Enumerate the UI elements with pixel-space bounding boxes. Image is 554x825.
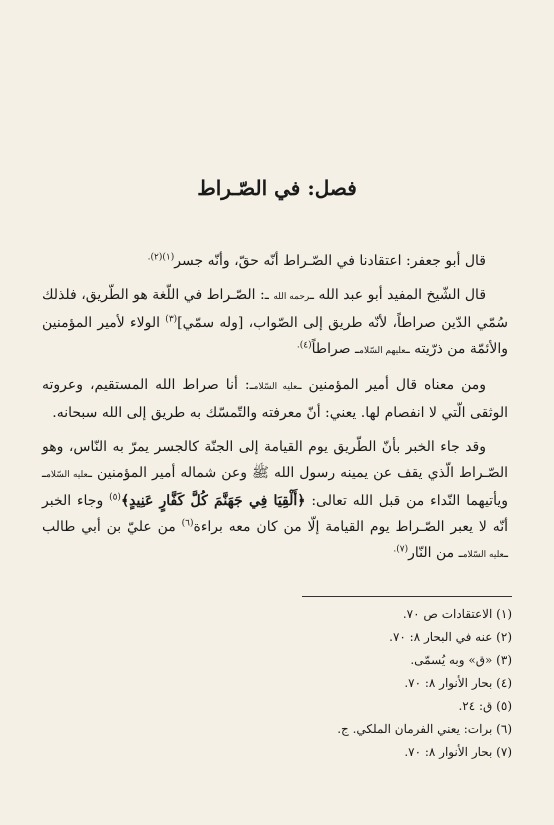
paragraph-text: قال أبو جعفر: اعتقادنا في الصّـراط أنّه حقّ، وأنّه جسر — [174, 253, 486, 269]
footnotes-list — [42, 603, 512, 764]
salutation: عليهم السّلام — [359, 346, 406, 356]
footnote-item: (٣) «ق» وبه يُسمّى. — [410, 653, 512, 667]
paragraph-text: ـ صراطاً — [311, 341, 360, 357]
footnote-item: (٤) بحار الأنوار ٨: ٧٠. — [404, 676, 512, 690]
salutation: عليه السّلام — [462, 550, 504, 560]
salutation: عليه السّلام — [253, 382, 298, 392]
paragraph-text: من عليّ بن أبي طالب ـ — [42, 519, 508, 561]
footnote-ref[interactable]: (٦) — [181, 518, 194, 529]
footnote-divider — [302, 596, 512, 597]
paragraph-3 — [42, 372, 508, 426]
section-heading: فصل: في الصّـراط — [197, 176, 357, 200]
footnote-ref[interactable]: (٧). — [393, 544, 409, 555]
paragraph-1 — [42, 248, 508, 274]
footnote-ref[interactable]: (٣) — [165, 314, 178, 325]
paragraph-text: قال الشّيخ المفيد أبو عبد الله ـ — [309, 287, 487, 303]
footnote-item: (٥) ق: ٢٤. — [458, 699, 512, 713]
paragraph-text: ـ: أنا صراط الله المستقيم، وعروته الوثقى الّتي لا انفصام لها. يعني: أنّ معرفته والتّمسّك به طريق إلى الله سبحانه. — [42, 377, 508, 421]
footnote-item: (١) الاعتقادات ص ٧٠. — [402, 607, 512, 621]
paragraph-text: ـ من النّار — [408, 545, 463, 561]
footnote-ref[interactable]: (٥) — [109, 492, 121, 503]
footnote-item: (٧) بحار الأنوار ٨: ٧٠. — [404, 745, 512, 759]
paragraph-text: وقد جاء الخبر بأنّ الطّريق يوم القيامة إلى الجنّة كالجسر يمرّ به النّاس، وهو الصّـراط الّذي يقف عن يمينه رسول الله ﷺ وعن شماله أمير المؤمنين ـ — [42, 439, 509, 481]
paragraph-4 — [42, 434, 508, 568]
paragraph-text: ـ ويأتيهما النّداء من قبل الله تعالى: — [42, 465, 508, 509]
footnote-ref[interactable]: (١)(٢). — [147, 252, 175, 263]
quran-verse: ﴿أَلْقِيَا فِي جَهَنَّمَ كُلَّ كَفَّارٍ عَنِيدٍ﴾ — [120, 493, 306, 509]
main-text — [42, 248, 508, 576]
paragraph-text: الولاء لأمير المؤمنين والأئمّة من ذرّيته ـ — [42, 315, 508, 357]
paragraph-2 — [42, 282, 508, 364]
paragraph-text: ـ: الصّـراط في اللّغة هو الطّريق، فلذلك سُمّي الدّين صراطاً، لأنّه طريق إلى الصّواب، [وله سمّي] — [42, 287, 509, 331]
footnote-item: (٦) برات: يعني الفرمان الملكي. ج. — [337, 722, 512, 736]
paragraph-text: ومن معناه قال أمير المؤمنين ـ — [297, 377, 487, 393]
paragraph-text: وجاء الخبر أنّه لا يعبر الصّـراط يوم القيامة إلّا من كان معه براءة — [42, 493, 508, 535]
footnote-item: (٢) عنه في البحار ٨: ٧٠. — [389, 630, 512, 644]
honorific: رحمه الله — [273, 292, 310, 302]
salutation: عليه السّلام — [46, 470, 88, 480]
footnote-ref[interactable]: (٤). — [296, 340, 312, 351]
